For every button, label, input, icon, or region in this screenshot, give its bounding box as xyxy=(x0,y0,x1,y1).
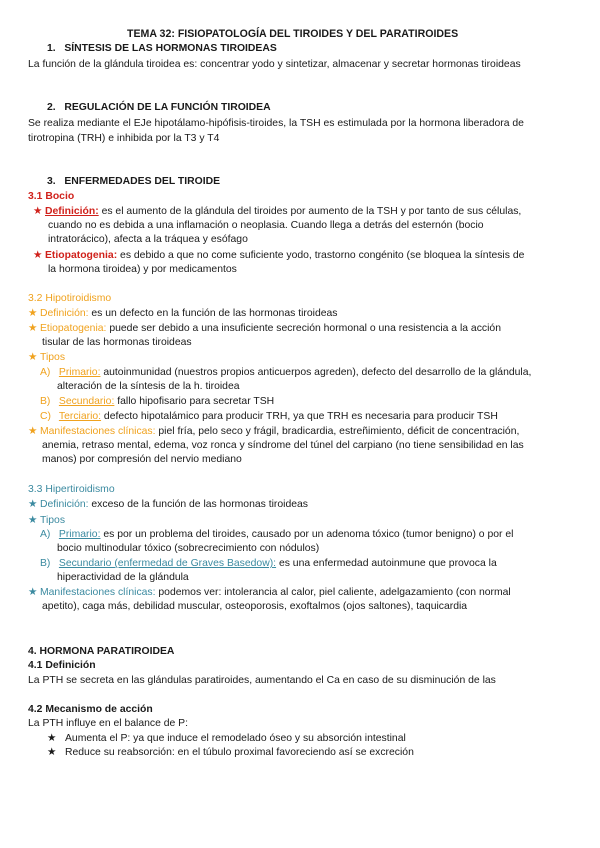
list-marker: B) xyxy=(40,558,51,569)
section-3-heading xyxy=(47,175,220,188)
hipo-tipo-b-label: Secundario: xyxy=(58,396,115,407)
hiper-tipos xyxy=(28,514,65,527)
list-marker: A) xyxy=(40,367,51,378)
hiper-tipo-a-label: Primario: xyxy=(58,529,101,540)
hipo-tipo-c-text: defecto hipotalámico para producir TRH, ya que TRH es necesaria para producir TSH xyxy=(101,411,498,422)
hipo-etiopatogenia-label: Etiopatogenia: xyxy=(40,323,107,334)
definicion-text: La PTH se secreta en las glándulas paratiroides, aumentando el Ca en caso de su disminución de las xyxy=(28,675,496,686)
hipo-manifestaciones-line: anemia, retraso mental, edema, voz ronca y síndrome del túnel del carpiano (no tiene sensibilidad en las xyxy=(42,440,524,451)
list-marker: A) xyxy=(40,529,51,540)
hipo-etiopatogenia-line: tisular de las hormonas tiroideas xyxy=(42,337,192,348)
section-1-body: La función de la glándula tiroidea es: concentrar yodo y sintetizar, almacenar y secretar hormonas tiroideas xyxy=(28,59,521,70)
hipo-definition-text: es un defecto en la función de las hormonas tiroideas xyxy=(88,308,338,319)
hiper-definition-label: Definición: xyxy=(40,499,89,510)
hipo-tipos xyxy=(28,351,65,364)
page-title: TEMA 32: FISIOPATOLOGÍA DEL TIROIDES Y DEL PARATIROIDES xyxy=(127,28,459,40)
hiper-tipos-label: Tipos xyxy=(40,515,66,526)
hiper-tipo-b xyxy=(40,557,497,570)
hipo-manifestaciones-text: piel fría, pelo seco y frágil, bradicardia, estreñimiento, déficit de concentración, xyxy=(155,426,520,437)
star-icon: ★ xyxy=(28,426,38,437)
section-2-line: Se realiza mediante el EJe hipotálamo-hipófisis-tiroides, la TSH es estimulada por la hormona liberadora de xyxy=(28,118,524,129)
section-1-heading xyxy=(47,42,277,55)
star-icon: ★ xyxy=(28,515,38,526)
bocio-definition-line: cuando no es debida a una inflamación o neoplasia. Cuando llega a detrás del esternón (bocio xyxy=(48,220,484,231)
hipo-manifestaciones-line: manos) por compresión del nervio mediano xyxy=(42,454,242,465)
hipo-tipo-b xyxy=(40,395,274,408)
bocio-definition-label: Definición: xyxy=(45,206,99,217)
hiper-tipo-b-text: es una enfermedad autoinmune que provoca la xyxy=(276,558,497,569)
hipo-tipo-a-label: Primario: xyxy=(58,367,101,378)
mecanismo-title: 4.2 Mecanismo de acción xyxy=(28,704,153,715)
mecanismo-bullet-text: Reduce su reabsorción: en el túbulo proximal favoreciendo así se excreción xyxy=(65,747,414,758)
hiper-tipo-b-line: hiperactividad de la glándula xyxy=(57,572,189,583)
hiper-manifestaciones xyxy=(28,586,511,599)
mecanismo-bullet-text: Aumenta el P: ya que induce el remodelado óseo y su absorción intestinal xyxy=(65,733,406,744)
list-marker: C) xyxy=(40,411,51,422)
hiper-manifestaciones-label: Manifestaciones clínicas: xyxy=(40,587,156,598)
hiper-tipo-a-line: bocio multinodular tóxico (sobrecrecimiento con nódulos) xyxy=(57,543,320,554)
star-icon: ★ xyxy=(47,733,57,744)
list-marker: B) xyxy=(40,396,51,407)
bocio-definition-text: es el aumento de la glándula del tiroides por aumento de la TSH y por tanto de sus células, xyxy=(98,206,522,217)
star-icon: ★ xyxy=(28,352,38,363)
bocio-etiopatogenia-label: Etiopatogenia: xyxy=(45,250,118,261)
section-3-number: 3. xyxy=(47,176,56,187)
hipo-definition-label: Definición: xyxy=(40,308,89,319)
star-icon: ★ xyxy=(28,499,38,510)
star-icon: ★ xyxy=(33,250,43,261)
definicion-title: 4.1 Definición xyxy=(28,660,96,671)
section-2-line: tirotropina (TRH) e inhibida por la T3 y T4 xyxy=(28,133,220,144)
hipo-tipo-a-line: alteración de la síntesis de la h. tiroidea xyxy=(57,381,240,392)
hipo-manifestaciones xyxy=(28,425,519,438)
hipo-tipo-c-label: Terciario: xyxy=(58,411,102,422)
bocio-title: 3.1 Bocio xyxy=(28,191,75,202)
section-4-heading: 4. HORMONA PARATIROIDEA xyxy=(28,646,175,657)
hipo-manifestaciones-label: Manifestaciones clínicas: xyxy=(40,426,156,437)
mecanismo-bullet xyxy=(47,732,406,745)
star-icon: ★ xyxy=(28,323,38,334)
hipo-etiopatogenia-text: puede ser debido a una insuficiente secreción hormonal o una resistencia a la acción xyxy=(106,323,501,334)
hiper-manifestaciones-line: apetito), caga más, debilidad muscular, osteoporosis, exoftalmos (ojos saltones), taquicardia xyxy=(42,601,468,612)
bocio-definition-line: intratorácico), afecta a la tráquea y esófago xyxy=(48,234,248,245)
hipo-tipo-a xyxy=(40,366,531,379)
section-3-title: ENFERMEDADES DEL TIROIDE xyxy=(64,176,221,187)
mecanismo-bullet xyxy=(47,746,414,759)
star-icon: ★ xyxy=(33,206,43,217)
hipo-etiopatogenia xyxy=(28,322,501,335)
hiper-tipo-a xyxy=(40,528,513,541)
section-2-heading xyxy=(47,101,271,114)
hiper-title: 3.3 Hipertiroidismo xyxy=(28,484,115,495)
mecanismo-intro: La PTH influye en el balance de P: xyxy=(28,718,188,729)
hipo-tipos-label: Tipos xyxy=(40,352,66,363)
hipo-tipo-c xyxy=(40,410,498,423)
bocio-etiopatogenia xyxy=(33,249,524,262)
bocio-etiopatogenia-text: es debido a que no come suficiente yodo, trastorno congénito (se bloquea la síntesis de xyxy=(117,250,525,261)
star-icon: ★ xyxy=(28,587,38,598)
star-icon: ★ xyxy=(28,308,38,319)
hiper-definition xyxy=(28,498,308,511)
hiper-tipo-a-text: es por un problema del tiroides, causado por un adenoma tóxico (tumor benigno) o por el xyxy=(100,529,514,540)
hipo-definition xyxy=(28,307,337,320)
star-icon: ★ xyxy=(47,747,57,758)
hiper-tipo-b-label: Secundario (enfermedad de Graves Basedow): xyxy=(58,558,277,569)
bocio-definition xyxy=(33,205,521,218)
section-1-title: SÍNTESIS DE LAS HORMONAS TIROIDEAS xyxy=(64,43,277,54)
hiper-definition-text: exceso de la función de las hormonas tiroideas xyxy=(88,499,309,510)
hiper-manifestaciones-text: podemos ver: intolerancia al calor, piel caliente, adelgazamiento (con normal xyxy=(155,587,511,598)
section-2-title: REGULACIÓN DE LA FUNCIÓN TIROIDEA xyxy=(64,102,271,113)
section-2-number: 2. xyxy=(47,102,56,113)
bocio-etiopatogenia-line: la hormona tiroidea) y por medicamentos xyxy=(48,264,237,275)
section-1-number: 1. xyxy=(47,43,56,54)
hipo-tipo-b-text: fallo hipofisario para secretar TSH xyxy=(114,396,275,407)
hipo-tipo-a-text: autoinmunidad (nuestros propios anticuerpos agreden), defecto del desarrollo de la glándula, xyxy=(100,367,532,378)
hipo-title: 3.2 Hipotiroidismo xyxy=(28,293,112,304)
